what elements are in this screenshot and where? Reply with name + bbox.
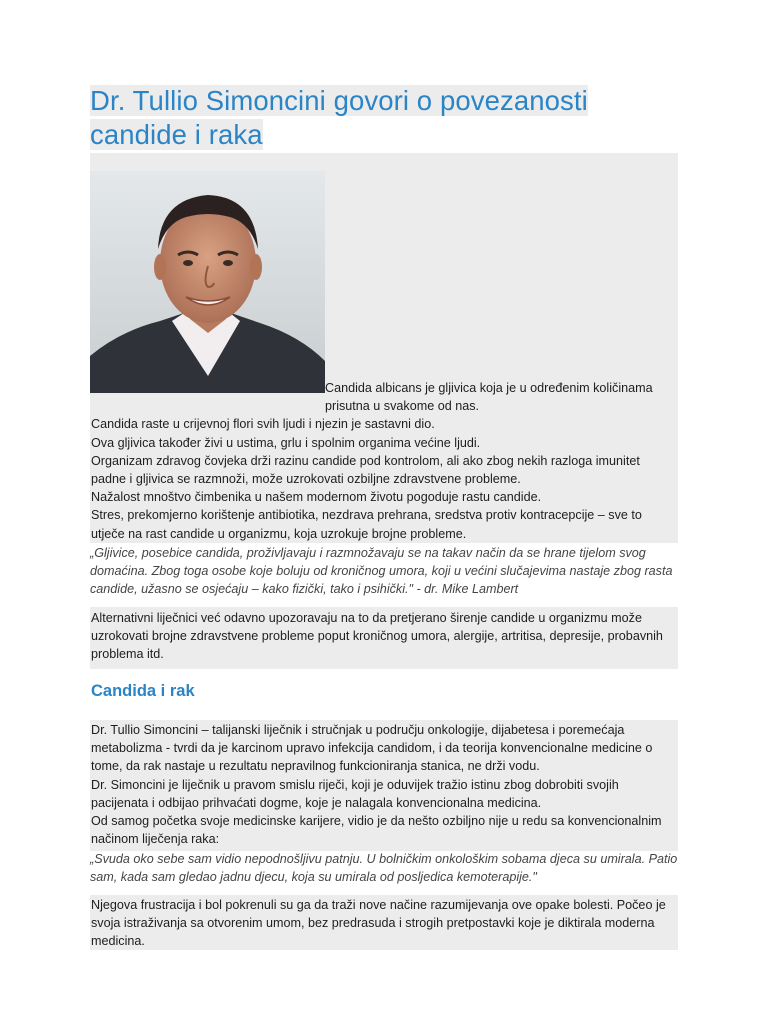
intro-paragraph: Nažalost mnoštvo čimbenika u našem modernom životu pogoduje rastu candide. <box>91 490 542 505</box>
intro-paragraph: Organizam zdravog čovjeka drži razinu candide pod kontrolom, ali ako zbog nekih razloga imunitet padne i gljivica se razmnoži, može uzrokovati ozbiljne zdravstvene probleme. <box>91 453 640 487</box>
article-header <box>90 84 650 152</box>
intro-paragraph: Stres, prekomjerno korištenje antibiotika, nezdrava prehrana, sredstva protiv kontracepcije – sve to utječe na rast candide u organizmu, koja uzrokuje brojne probleme. <box>91 508 642 541</box>
simoncini-quote: „Svuda oko sebe sam vidio nepodnošljivu patnju. U bolničkim onkološkim sobama djeca su umirala. Patio sam, kada sam gledao jadnu djecu, koja su umirala od posljedica kemoterapije." <box>90 852 678 885</box>
closing-paragraph: Njegova frustracija i bol pokrenuli su ga da traži nove načine razumijevanja ove opake bolesti. Počeo je svoja istraživanja sa otvorenim umom, bez predrasuda i strogih pretpostavki koje je diktirala moderna medicina. <box>91 898 666 949</box>
title-line-2: candide i raka <box>90 119 263 150</box>
intro-block <box>90 153 678 543</box>
title-line-1: Dr. Tullio Simoncini govori o povezanosti <box>90 85 588 116</box>
section-heading: Candida i rak <box>91 682 195 700</box>
section-paragraph: Od samog početka svoje medicinske karijere, vidio je da nešto ozbiljno nije u redu sa konvencionalnim načinom liječenja raka: <box>91 814 662 847</box>
portrait-image <box>90 171 325 393</box>
portrait-photo <box>90 171 325 393</box>
alternative-medicine-block <box>90 607 678 669</box>
intro-paragraph: Ova gljivica također živi u ustima, grlu i spolnim organima većine ljudi. <box>91 435 481 450</box>
lambert-quote: „Gljivice, posebice candida, proživljavaju i razmnožavaju se na takav način da se hrane tijelom svog domaćina. Zbog toga osobe koje boluju od kroničnog umora, koji u većini slučajevima nastaje zbog rasta candide, užasno se osjećaju – kako fizički, tako i psihički." - dr. Mike Lambert <box>90 544 678 599</box>
candida-cancer-block <box>90 720 678 851</box>
intro-text <box>91 379 677 543</box>
closing-block <box>90 895 678 950</box>
alternative-medicine-paragraph: Alternativni liječnici već odavno upozoravaju na to da pretjerano širenje candide u organizmu može uzrokovati brojne zdravstvene probleme poput kroničnog umora, alergije, artritisa, depresije, probavnih problema itd. <box>91 611 663 662</box>
intro-paragraph: Candida albicans je gljivica koja je u određenim količinama prisutna u svakome od nas. <box>325 381 653 414</box>
intro-paragraph: Candida raste u crijevnoj flori svih ljudi i njezin je sastavni dio. <box>91 417 435 432</box>
article-title <box>90 84 650 152</box>
section-paragraph: Dr. Simoncini je liječnik u pravom smislu riječi, koji je oduvijek tražio istinu zbog dobrobiti svojih pacijenata i odbijao prihvaćati dogme, koje je nalagala konvencionalna medicina. <box>91 777 619 810</box>
section-paragraph: Dr. Tullio Simoncini – talijanski liječnik i stručnjak u području onkologije, dijabetesa i poremećaja metabolizma - tvrdi da je karcinom upravo infekcija candidom, i da teorija konvencionalne medicine o tome, da rak nastaje u rezultatu nepravilnog funkcioniranja stanica, ne drži vodu. <box>91 723 653 774</box>
